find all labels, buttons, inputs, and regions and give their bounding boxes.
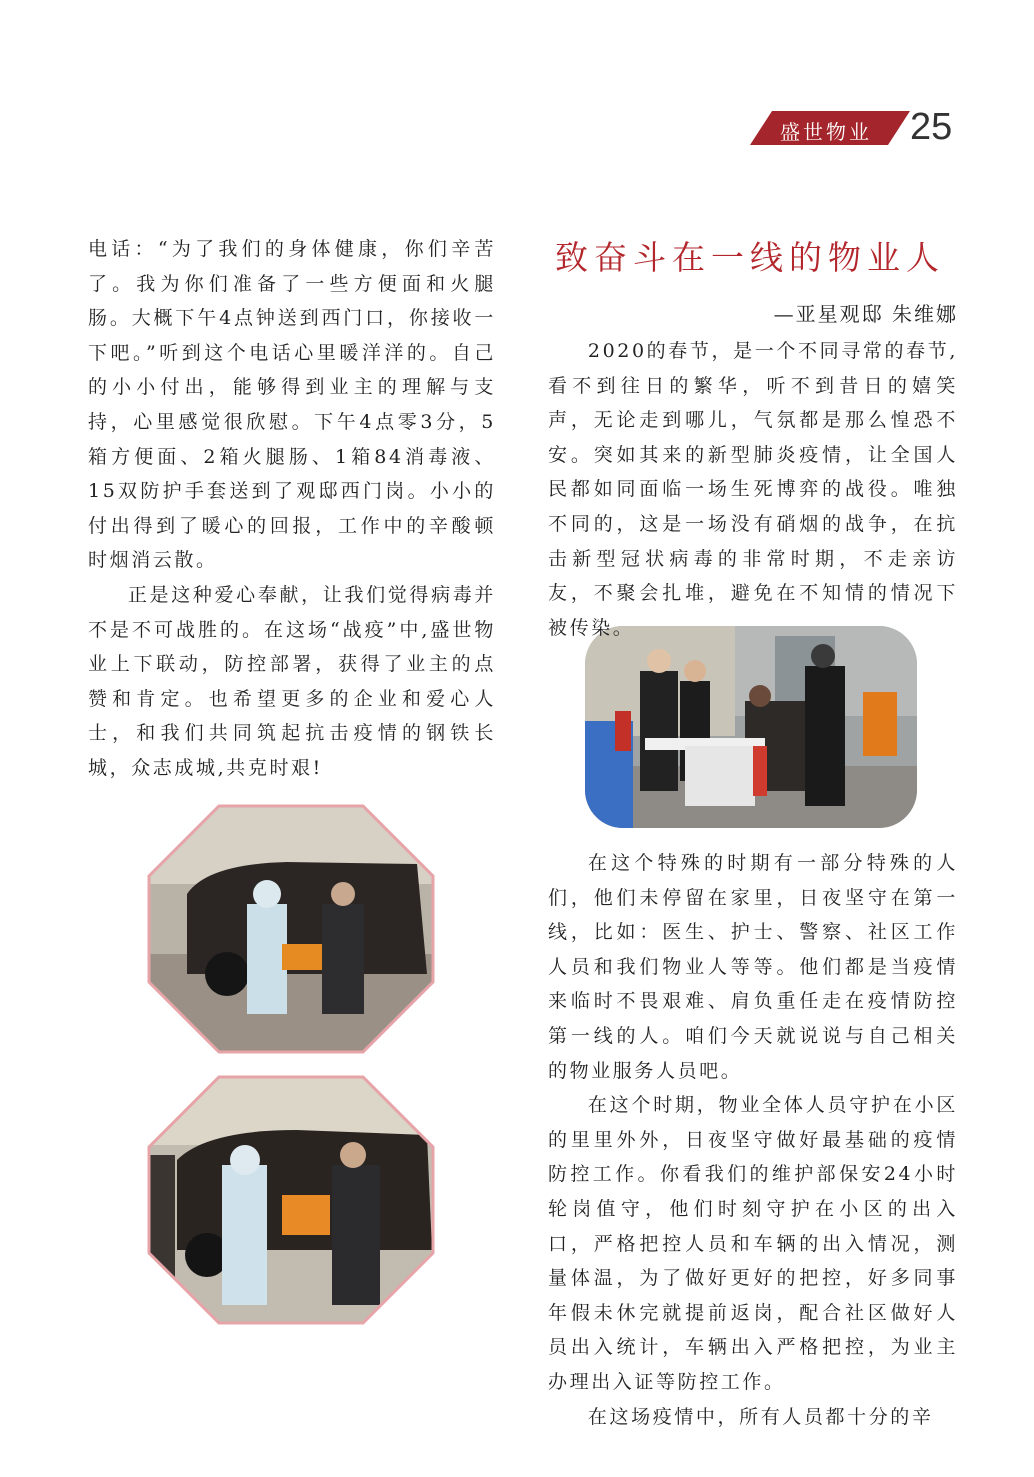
right-paragraph-2: 在这个特殊的时期有一部分特殊的人们，他们未停留在家里，日夜坚守在第一线，比如：医生、护士、警察、社区工作人员和我们物业人等等。他们都是当疫情来临时不畏艰难、肩负重任走在疫情防控第一线的人。咱们今天就说说与自己相关的物业服务人员吧。 — [548, 852, 958, 1082]
photo-delivery-2 — [147, 1075, 435, 1325]
left-column — [88, 232, 496, 786]
right-paragraph-1: 2020的春节，是一个不同寻常的春节,看不到往日的繁华，听不到昔日的嬉笑声，无论走到哪儿，气氛都是那么惶恐不安。突如其来的新型肺炎疫情，让全国人民都如同面临一场生死博弈的战役。唯独不同的，这是一场没有硝烟的战争，在抗击新型冠状病毒的非常时期，不走亲访友，不聚会扎堆，避免在不知情的情况下被传染。 — [548, 340, 958, 639]
right-paragraph-3: 在这个时期，物业全体人员守护在小区的里里外外，日夜坚守做好最基础的疫情防控工作。你看我们的维护部保安24小时轮岗值守，他们时刻守护在小区的出入口，严格把控人员和车辆的出入情况，测量体温，为了做好更好的把控，好多同事年假未休完就提前返岗，配合社区做好人员出入统计，车辆出入严格把控，为业主办理出入证等防控工作。 — [548, 1094, 958, 1393]
right-paragraph-4: 在这场疫情中，所有人员都十分的辛 — [587, 1405, 934, 1428]
photo-checkpoint — [585, 626, 917, 828]
right-column-top — [548, 334, 958, 645]
right-column-bottom — [548, 846, 958, 1434]
article-title: 致奋斗在一线的物业人 — [555, 238, 945, 277]
page-number: 25 — [910, 106, 953, 148]
left-paragraph-1: 电话：“为了我们的身体健康，你们辛苦了。我为你们准备了一些方便面和火腿肠。大概下午4点钟送到西门口，你接收一下吧。”听到这个电话心里暖洋洋的。自己的小小付出，能够得到业主的理解与支持，心里感觉很欣慰。下午4点零3分，5箱方便面、2箱火腿肠、1箱84消毒液、15双防护手套送到了观邸西门岗。小小的付出得到了暖心的回报，工作中的辛酸顿时烟消云散。 — [88, 238, 496, 572]
section-tab — [750, 111, 910, 145]
article-byline: —亚星观邸 朱维娜 — [773, 302, 958, 326]
section-name: 盛世物业 — [780, 120, 872, 144]
left-paragraph-2: 正是这种爱心奉献，让我们觉得病毒并不是不可战胜的。在这场“战疫”中,盛世物业上下联动，防控部署，获得了业主的点赞和肯定。也希望更多的企业和爱心人士，和我们共同筑起抗击疫情的钢铁长城，众志成城,共克时艰! — [88, 583, 496, 779]
photo-delivery-1 — [147, 804, 435, 1054]
